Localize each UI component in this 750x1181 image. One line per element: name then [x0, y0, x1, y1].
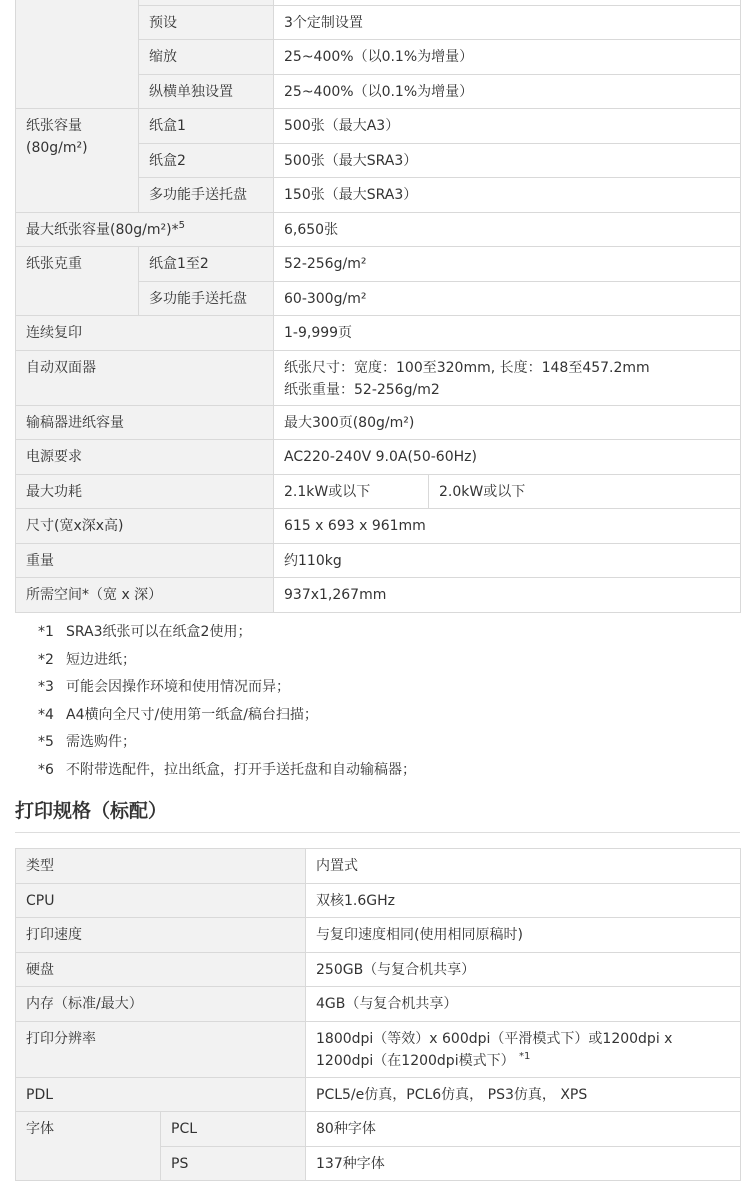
- footnote-item: [38, 674, 416, 702]
- pdl-value: PCL5/e仿真，PCL6仿真， PS3仿真， XPS: [306, 1078, 741, 1112]
- paper-capacity-label-line2: (80g/m²): [26, 140, 88, 156]
- footnotes: [38, 619, 416, 784]
- dadf-capacity-value: 最大300页(80g/m²): [274, 406, 741, 440]
- footnote-id: *1: [38, 624, 54, 640]
- tray2-label: 纸盒2: [139, 144, 274, 178]
- hdd-label: 硬盘: [16, 953, 306, 987]
- memory-label: 内存（标准/最大）: [16, 987, 306, 1022]
- footnote-item: [38, 729, 416, 757]
- footnote-text: A4横向全尺寸/使用第一纸盒/稿台扫描；: [66, 706, 318, 723]
- fonts-ps-value: 137种字体: [306, 1147, 741, 1181]
- max-power-value-1: 2.1kW或以下: [274, 475, 429, 509]
- paper-weight-trays-value: 52-256g/m²: [274, 247, 741, 282]
- print-spec-table: [15, 848, 741, 1181]
- footnote-id: *5: [38, 734, 54, 750]
- power-value: AC220-240V 9.0A(50-60Hz): [274, 440, 741, 475]
- weight-label: 重量: [16, 544, 274, 578]
- weight-value: 约110kg: [274, 544, 741, 578]
- footnote-text: 短边进纸；: [66, 651, 136, 668]
- max-capacity-label: [16, 213, 274, 247]
- max-capacity-value: 6,650张: [274, 213, 741, 247]
- dimensions-label: 尺寸(宽x深x高): [16, 509, 274, 544]
- paper-weight-trays-label: 纸盒1至2: [139, 247, 274, 282]
- pdl-label: PDL: [16, 1078, 306, 1112]
- footnote-text: 可能会因操作环境和使用情况而异；: [66, 679, 290, 695]
- space-label: 所需空间*（宽 x 深）: [16, 578, 274, 613]
- footnote-text: 不附带选配件，拉出纸盒，打开手送托盘和自动输稿器；: [66, 761, 416, 778]
- tray1-label: 纸盒1: [139, 109, 274, 144]
- tray1-value: 500张（最大A3）: [274, 109, 741, 144]
- print-type-value: 内置式: [306, 849, 741, 884]
- cpu-label: CPU: [16, 884, 306, 918]
- footnote-item: [38, 702, 416, 730]
- footnote-id: *6: [38, 761, 54, 778]
- tray2-value: 500张（最大SRA3）: [274, 144, 741, 178]
- print-speed-value: 与复印速度相同(使用相同原稿时): [306, 918, 741, 953]
- paper-weight-bypass-label: 多功能手送托盘: [139, 282, 274, 316]
- zoom-label: 缩放: [139, 40, 274, 75]
- fonts-pcl-label: PCL: [161, 1112, 306, 1147]
- continuous-copy-value: 1-9,999页: [274, 316, 741, 351]
- max-power-value-2: 2.0kW或以下: [429, 475, 741, 509]
- dimensions-value: 615 x 693 x 961mm: [274, 509, 741, 544]
- continuous-copy-label: 连续复印: [16, 316, 274, 351]
- footnote-ref: 5: [178, 220, 185, 231]
- hdd-value: 250GB（与复合机共享）: [306, 953, 741, 987]
- spec-label: [16, 0, 139, 109]
- heading-divider: [15, 832, 740, 833]
- resolution-line-2-text: 1200dpi（在1200dpi模式下）: [316, 1053, 515, 1069]
- resolution-line-2: [316, 1050, 740, 1072]
- paper-capacity-label: [16, 109, 139, 213]
- duplexer-weight: 纸张重量：52-256g/m2: [284, 382, 440, 398]
- dadf-capacity-label: 输稿器进纸容量: [16, 406, 274, 440]
- independent-zoom-value: 25~400%（以0.1%为增量）: [274, 75, 741, 109]
- footnote-text: SRA3纸张可以在纸盒2使用；: [66, 624, 252, 640]
- max-power-label: 最大功耗: [16, 475, 274, 509]
- fonts-ps-label: PS: [161, 1147, 306, 1181]
- footnote-ref: *1: [519, 1051, 531, 1062]
- fonts-pcl-value: 80种字体: [306, 1112, 741, 1147]
- space-value: 937x1,267mm: [274, 578, 741, 613]
- resolution-label: 打印分辨率: [16, 1022, 306, 1078]
- resolution-value: [306, 1022, 741, 1078]
- fonts-label: 字体: [16, 1112, 161, 1181]
- bypass-tray-value: 150张（最大SRA3）: [274, 178, 741, 213]
- max-capacity-label-text: 最大纸张容量(80g/m²)*: [26, 222, 179, 238]
- print-type-label: 类型: [16, 849, 306, 884]
- independent-zoom-label: 纵横单独设置: [139, 75, 274, 109]
- footnote-item: [38, 757, 416, 785]
- memory-value: 4GB（与复合机共享）: [306, 987, 741, 1022]
- footnote-id: *4: [38, 706, 54, 723]
- duplexer-value: [274, 351, 741, 406]
- footnote-item: [38, 619, 416, 647]
- footnote-text: 需选购件；: [66, 734, 136, 750]
- duplexer-size: 纸张尺寸：宽度：100至320mm, 长度：148至457.2mm: [284, 360, 650, 376]
- duplexer-label: 自动双面器: [16, 351, 274, 406]
- preset-value: 3个定制设置: [274, 6, 741, 40]
- bypass-tray-label: 多功能手送托盘: [139, 178, 274, 213]
- footnote-item: [38, 647, 416, 675]
- footnote-id: *2: [38, 651, 54, 668]
- footnote-id: *3: [38, 679, 54, 695]
- preset-label: 预设: [139, 6, 274, 40]
- resolution-line-1: 1800dpi（等效）x 600dpi（平滑模式下）或1200dpi x: [316, 1031, 673, 1047]
- copy-spec-table: [15, 0, 741, 613]
- zoom-value: 25~400%（以0.1%为增量）: [274, 40, 741, 75]
- print-speed-label: 打印速度: [16, 918, 306, 953]
- print-spec-heading: 打印规格（标配）: [15, 800, 168, 822]
- paper-capacity-label-line1: 纸张容量: [26, 118, 82, 134]
- paper-weight-label: 纸张克重: [16, 247, 139, 316]
- power-label: 电源要求: [16, 440, 274, 475]
- paper-weight-bypass-value: 60-300g/m²: [274, 282, 741, 316]
- cpu-value: 双核1.6GHz: [306, 884, 741, 918]
